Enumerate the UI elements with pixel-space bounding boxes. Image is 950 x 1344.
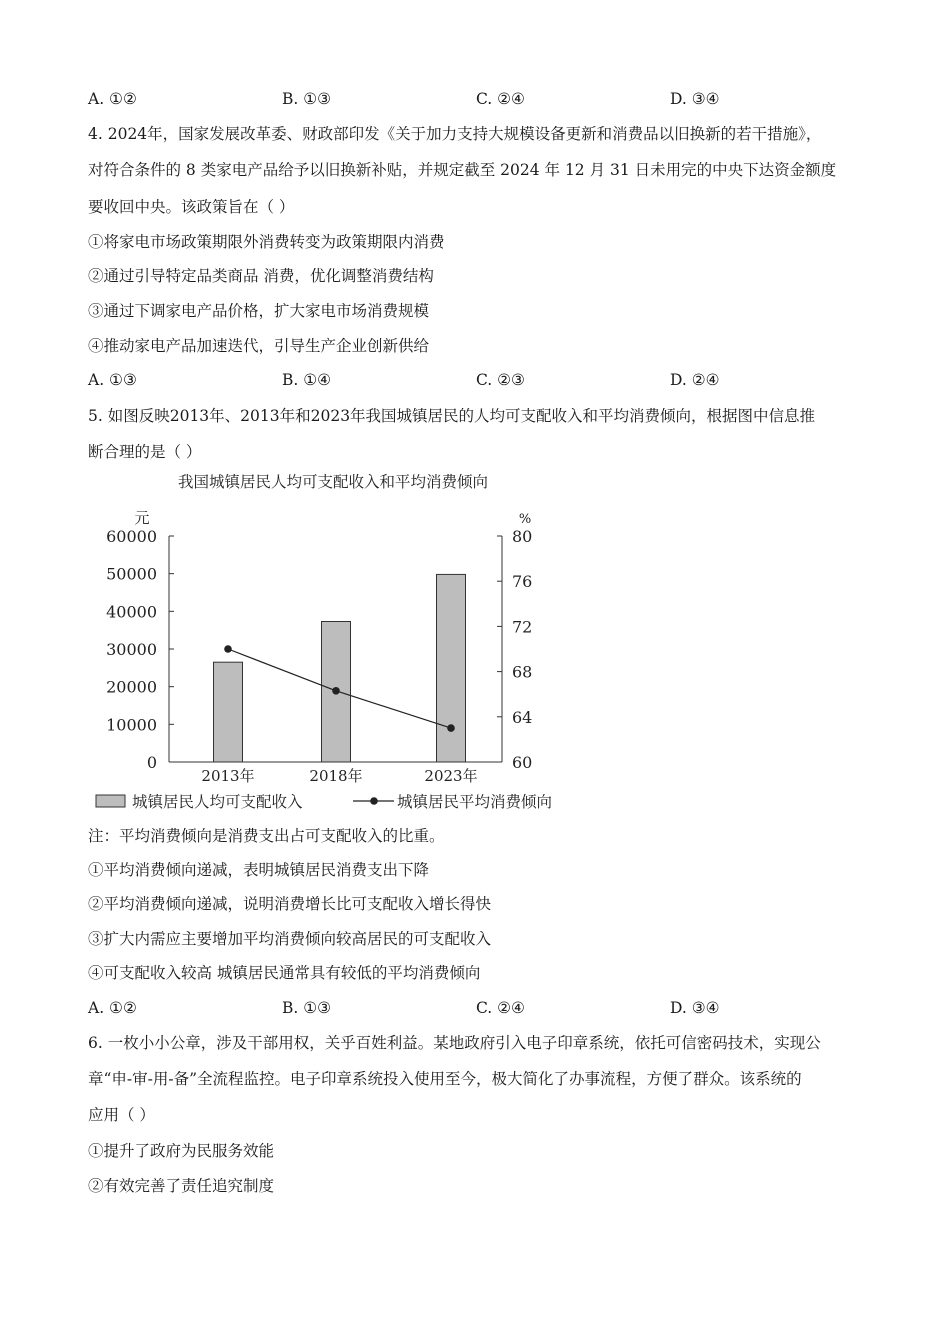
q6-stem-line-3: 应用（ ）: [88, 1106, 155, 1124]
right-tick-label: 60: [512, 753, 533, 772]
legend-line-label: 城镇居民平均消费倾向: [397, 793, 553, 811]
q4-item-4: ④推动家电产品加速迭代，引导生产企业创新供给: [88, 337, 430, 355]
x-tick-label: 2013年: [201, 767, 255, 785]
chart-title: 我国城镇居民人均可支配收入和平均消费倾向: [177, 473, 489, 491]
q3-option-d[interactable]: D. ③④: [670, 90, 720, 108]
q4-item-3: ③通过下调家电产品价格，扩大家电市场消费规模: [88, 302, 430, 320]
right-tick-label: 64: [512, 707, 533, 727]
income-bar: [214, 662, 243, 762]
left-axis-unit: 元: [134, 509, 150, 527]
q5-option-b[interactable]: B. ①③: [282, 999, 332, 1017]
q4-options: [88, 370, 788, 390]
left-tick-label: 50000: [106, 564, 157, 584]
q4-item-2: ②通过引导特定品类商品 消费，优化调整消费结构: [88, 267, 434, 285]
q5-options: [88, 998, 788, 1018]
q5-item-1: ①平均消费倾向递减，表明城镇居民消费支出下降: [88, 861, 430, 879]
right-axis-unit: %: [518, 512, 532, 527]
q4-option-c[interactable]: C. ②③: [476, 371, 525, 389]
income-bars: [214, 574, 466, 762]
q4-stem-line-2: 对符合条件的 8 类家电产品给予以旧换新补贴，并规定截至 2024 年 12 月 31 日未用完的中央下达资金额度: [88, 161, 837, 179]
legend-bar-label: 城镇居民人均可支配收入: [132, 793, 303, 811]
q3-option-a[interactable]: A. ①②: [88, 90, 137, 108]
right-tick-label: 72: [512, 617, 533, 637]
q4-item-1: ①将家电市场政策期限外消费转变为政策期限内消费: [88, 233, 445, 251]
left-tick-label: 0: [146, 753, 157, 772]
q5-note: 注：平均消费倾向是消费支出占可支配收入的比重。: [88, 827, 445, 845]
left-tick-label: 40000: [106, 602, 157, 622]
right-tick-label: 80: [512, 527, 533, 546]
q6-item-1: ①提升了政府为民服务效能: [88, 1142, 275, 1160]
q5-stem-line-2: 断合理的是（ ）: [88, 443, 202, 461]
q5-item-3: ③扩大内需应主要增加平均消费倾向较高居民的可支配收入: [88, 930, 492, 948]
x-tick-label: 2023年: [424, 767, 478, 785]
q6-stem-line-2: 章“申-审-用-备”全流程监控。电子印章系统投入使用至今，极大简化了办事流程，方便了群众。该系统的: [88, 1070, 802, 1088]
q6-stem-line-1: 6. 一枚小小公章，涉及干部用权，关乎百姓利益。某地政府引入电子印章系统，依托可信密码技术，实现公: [88, 1034, 821, 1052]
income-consumption-chart: [88, 470, 608, 820]
q4-stem-line-3: 要收回中央。该政策旨在（ ）: [88, 198, 295, 216]
q5-option-a[interactable]: A. ①②: [88, 999, 137, 1017]
consumption-point: [447, 724, 455, 732]
right-tick-label: 68: [512, 662, 533, 682]
x-axis-labels: [201, 767, 477, 785]
q5-option-c[interactable]: C. ②④: [476, 999, 525, 1017]
consumption-point: [332, 687, 340, 695]
q3-option-b[interactable]: B. ①③: [282, 90, 332, 108]
q4-option-d[interactable]: D. ②④: [670, 371, 720, 389]
x-tick-label: 2018年: [309, 767, 363, 785]
q4-stem-line-1: 4. 2024年，国家发展改革委、财政部印发《关于加力支持大规模设备更新和消费品以旧换新的若干措施》，: [88, 125, 822, 143]
left-axis-ticks: [106, 527, 174, 772]
left-tick-label: 60000: [106, 527, 157, 546]
q4-option-b[interactable]: B. ①④: [282, 371, 332, 389]
legend-line-marker: [370, 797, 378, 805]
q5-option-d[interactable]: D. ③④: [670, 999, 720, 1017]
q5-item-2: ②平均消费倾向递减，说明消费增长比可支配收入增长得快: [88, 895, 492, 913]
left-tick-label: 10000: [106, 715, 157, 735]
left-tick-label: 20000: [106, 677, 157, 697]
consumption-point: [224, 645, 232, 653]
q3-option-c[interactable]: C. ②④: [476, 90, 525, 108]
q4-option-a[interactable]: A. ①③: [88, 371, 137, 389]
right-tick-label: 76: [512, 572, 533, 592]
legend-bar-swatch: [96, 795, 125, 807]
q5-item-4: ④可支配收入较高 城镇居民通常具有较低的平均消费倾向: [88, 964, 481, 982]
q6-item-2: ②有效完善了责任追究制度: [88, 1177, 275, 1195]
left-tick-label: 30000: [106, 640, 157, 659]
income-bar: [437, 574, 466, 762]
q5-stem-line-1: 5. 如图反映2013年、2013年和2023年我国城镇居民的人均可支配收入和平均消费倾向，根据图中信息推: [88, 407, 816, 425]
q3-options: [88, 89, 788, 109]
